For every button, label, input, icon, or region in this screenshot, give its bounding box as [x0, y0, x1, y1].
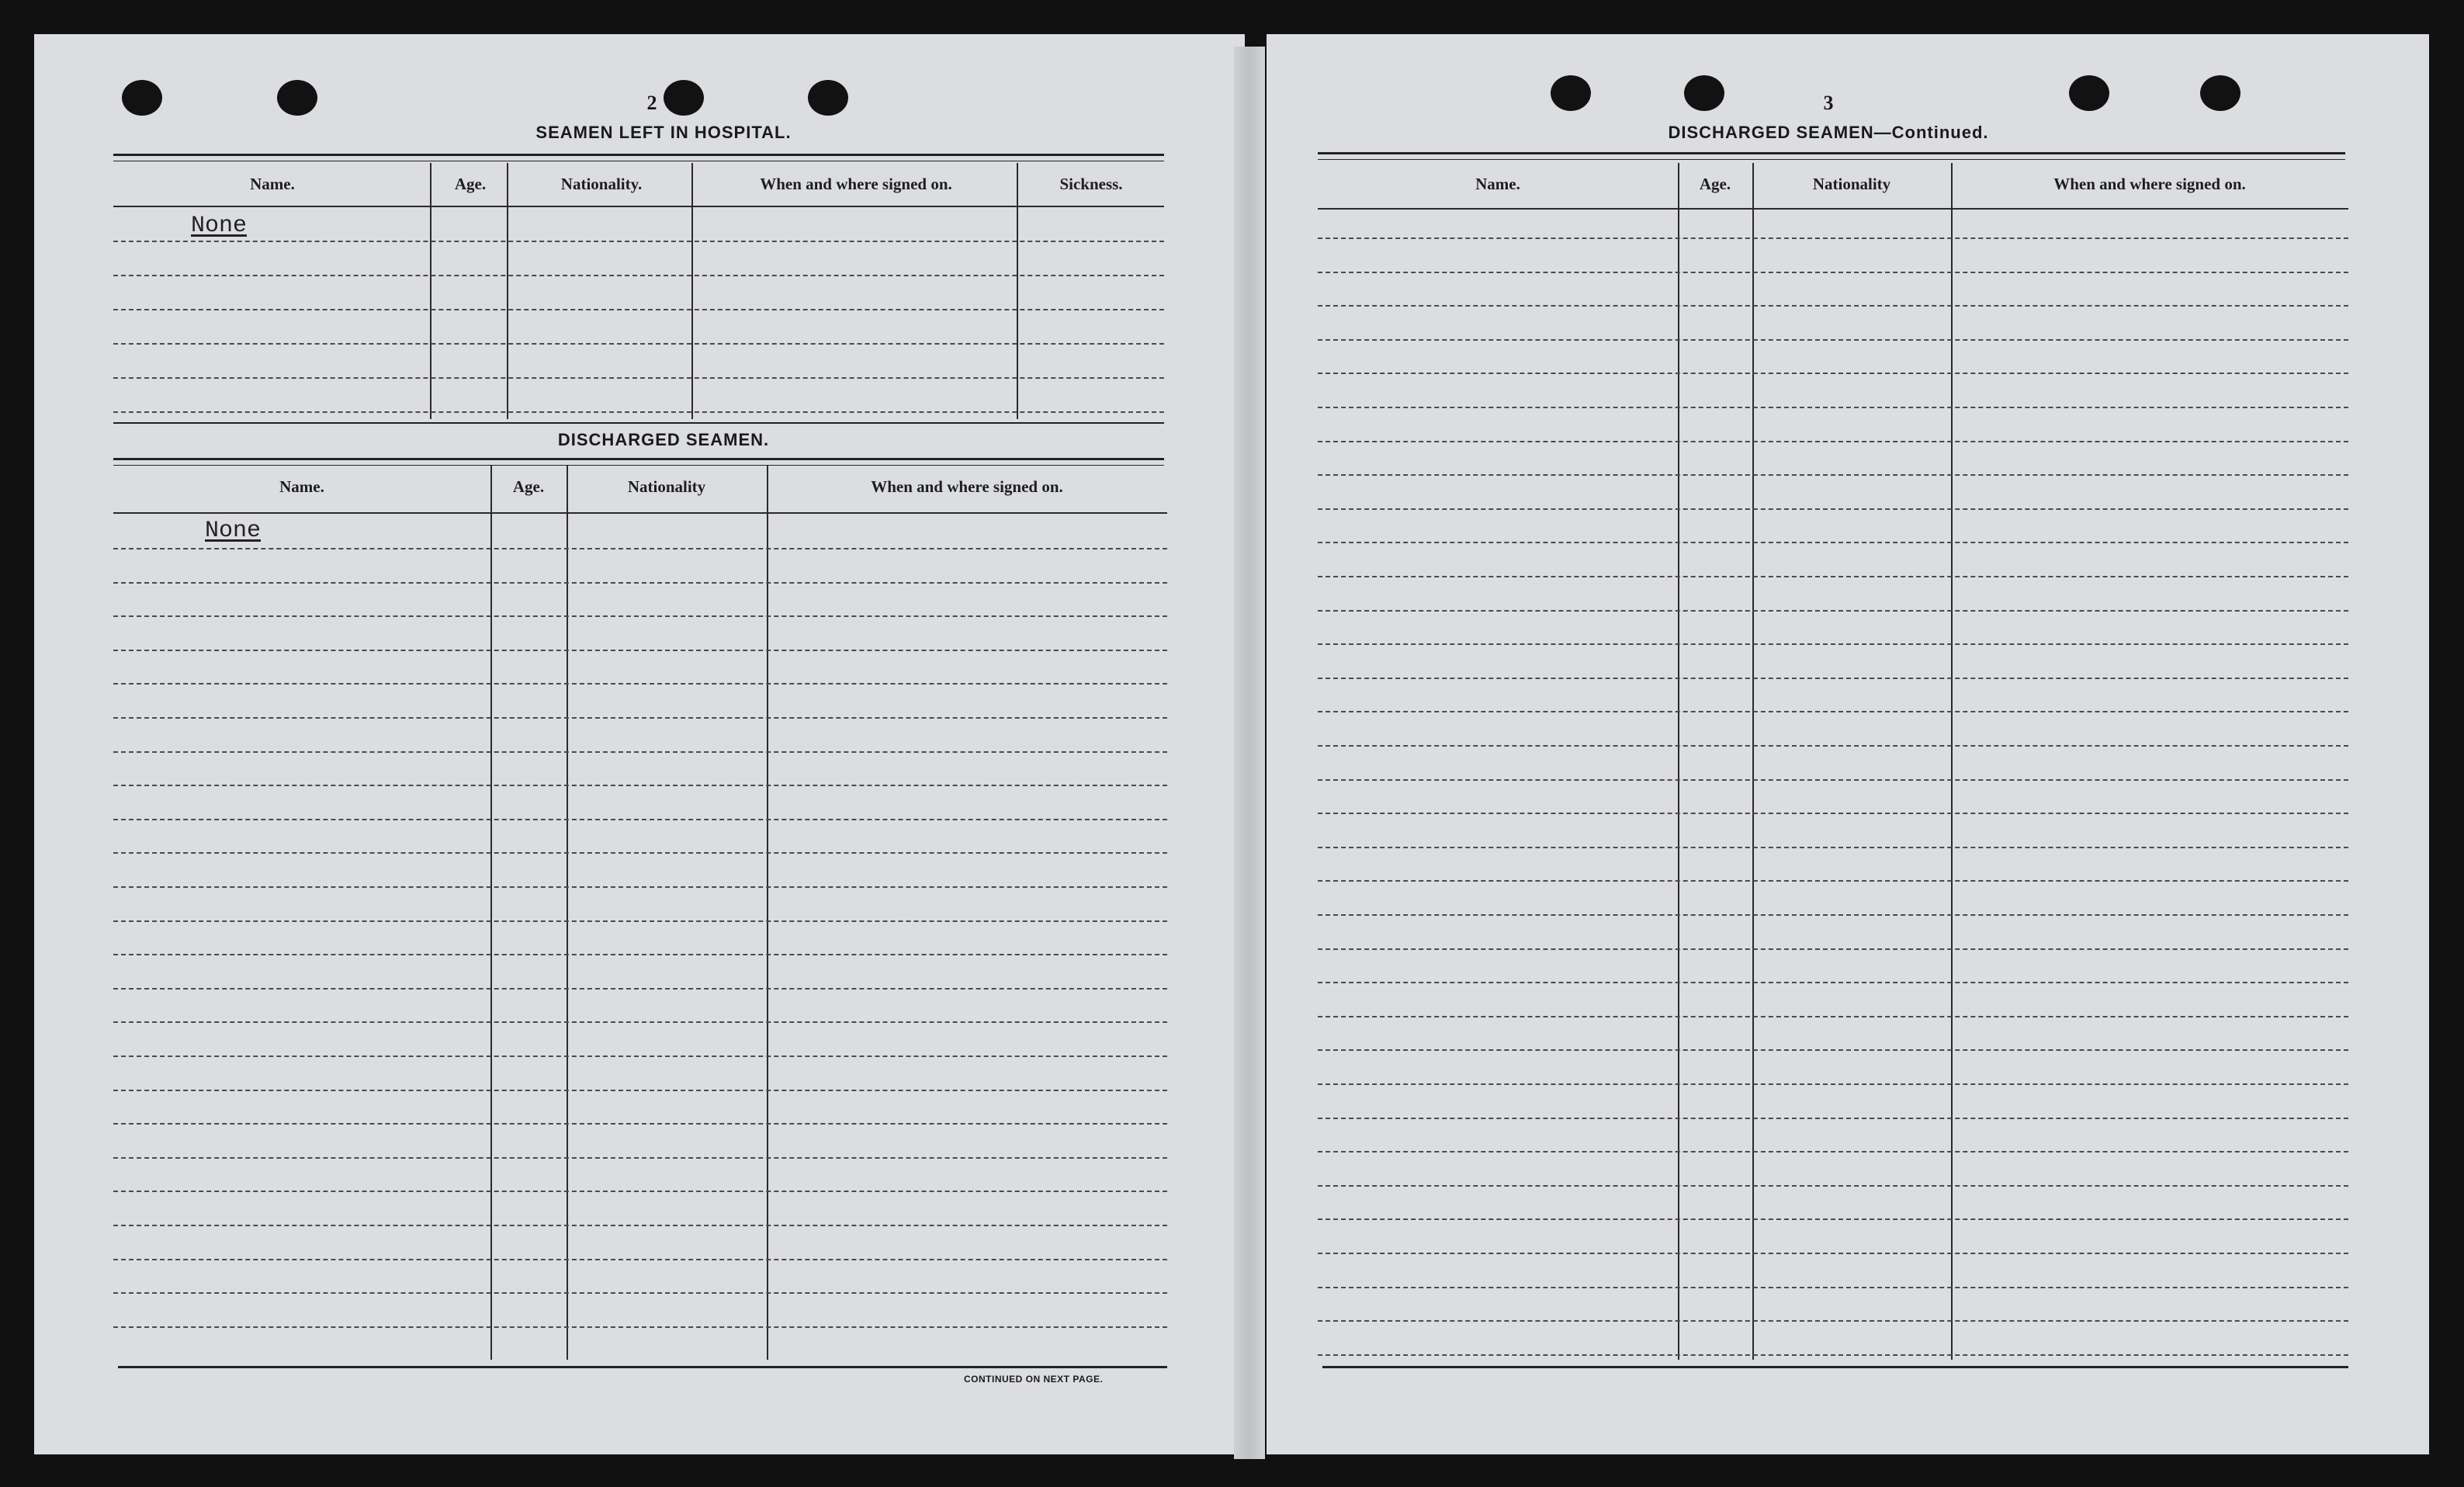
- column-header-nationality: Nationality: [627, 477, 706, 496]
- form-row-line: [1318, 508, 2348, 510]
- form-row-line: [113, 650, 1167, 651]
- punch-hole: [2200, 75, 2240, 111]
- table-bottom-rule: [118, 1366, 1167, 1368]
- form-row-line: [113, 1259, 1167, 1260]
- form-row-line: [113, 275, 1164, 276]
- form-row-line: [1318, 1253, 2348, 1254]
- form-row-line: [113, 377, 1164, 379]
- section-rule: [113, 154, 1164, 161]
- table-bottom-rule: [1322, 1366, 2348, 1368]
- section-rule: [113, 422, 1164, 424]
- form-row-line: [113, 886, 1167, 888]
- form-row-line: [113, 954, 1167, 955]
- column-header-nationality: Nationality: [1812, 175, 1891, 193]
- section-rule: [113, 458, 1164, 466]
- column-header-age: Age.: [1699, 175, 1731, 193]
- form-row-line: [1318, 847, 2348, 848]
- form-row-line: [1318, 407, 2348, 408]
- form-row-line: [1318, 474, 2348, 476]
- punch-hole: [664, 80, 704, 116]
- form-row-line: [113, 717, 1167, 719]
- form-row-line: [1318, 678, 2348, 679]
- page-gutter: [1234, 47, 1265, 1459]
- punch-hole: [277, 80, 317, 116]
- form-row-line: [1318, 779, 2348, 781]
- form-row-line: [113, 852, 1167, 854]
- section-title-discharged-continued: DISCHARGED SEAMEN—Continued.: [1668, 123, 1989, 142]
- form-row-line: [1318, 1083, 2348, 1085]
- form-row-line: [1318, 441, 2348, 442]
- form-row-line: [1318, 576, 2348, 577]
- form-row-line: [113, 548, 1167, 549]
- form-row-line: [113, 751, 1167, 753]
- form-row-line: [113, 1191, 1167, 1192]
- column-header-signed-on: When and where signed on.: [2053, 175, 2246, 193]
- column-header-name: Name.: [279, 477, 324, 496]
- form-row-line: [1318, 610, 2348, 612]
- form-row-line: [1318, 339, 2348, 341]
- form-row-line: [1318, 745, 2348, 747]
- form-row-line: [113, 1326, 1167, 1328]
- form-row-line: [1318, 305, 2348, 307]
- column-header-name: Name.: [1475, 175, 1520, 193]
- header-divider: [113, 206, 1164, 207]
- form-row-line: [1318, 914, 2348, 916]
- form-row-line: [1318, 1016, 2348, 1017]
- form-row-line: [1318, 1185, 2348, 1187]
- entry-none-discharged: None: [205, 518, 262, 544]
- form-row-line: [1318, 237, 2348, 239]
- form-row-line: [1318, 880, 2348, 882]
- form-row-line: [1318, 1049, 2348, 1051]
- column-divider: [1752, 163, 1754, 1360]
- column-header-age: Age.: [512, 477, 545, 496]
- column-header-nationality: Nationality.: [560, 175, 643, 193]
- column-divider: [1951, 163, 1953, 1360]
- form-row-line: [1318, 948, 2348, 950]
- form-row-line: [113, 920, 1167, 922]
- discharged-continued-table: [1318, 163, 2348, 1360]
- page-number: 3: [1823, 92, 1834, 114]
- section-title-discharged: DISCHARGED SEAMEN.: [557, 430, 770, 449]
- form-row-line: [113, 785, 1167, 786]
- entry-none-hospital: None: [191, 213, 248, 239]
- form-row-line: [113, 582, 1167, 584]
- form-row-line: [113, 1123, 1167, 1125]
- form-row-line: [1318, 982, 2348, 983]
- form-row-line: [1318, 542, 2348, 543]
- form-row-line: [113, 988, 1167, 990]
- form-row-line: [113, 819, 1167, 820]
- page-number: 2: [646, 92, 657, 114]
- column-header-age: Age.: [454, 175, 487, 193]
- hospital-table: [113, 163, 1164, 419]
- form-row-line: [113, 1292, 1167, 1294]
- column-header-sickness: Sickness.: [1059, 175, 1123, 193]
- column-divider: [691, 163, 693, 419]
- form-row-line: [1318, 1354, 2348, 1356]
- form-row-line: [1318, 1320, 2348, 1322]
- form-row-line: [1318, 643, 2348, 645]
- column-divider: [1017, 163, 1018, 419]
- punch-hole: [122, 80, 162, 116]
- continued-note: CONTINUED ON NEXT PAGE.: [964, 1374, 1104, 1385]
- form-row-line: [113, 411, 1164, 413]
- form-row-line: [1318, 1151, 2348, 1153]
- form-row-line: [1318, 1287, 2348, 1288]
- form-row-line: [1318, 373, 2348, 374]
- form-row-line: [113, 1021, 1167, 1023]
- punch-hole: [2069, 75, 2109, 111]
- form-row-line: [113, 615, 1167, 617]
- column-header-name: Name.: [250, 175, 295, 193]
- form-row-line: [1318, 1218, 2348, 1220]
- form-row-line: [113, 1090, 1167, 1091]
- section-rule: [1318, 152, 2345, 160]
- punch-hole: [1551, 75, 1591, 111]
- form-row-line: [113, 1225, 1167, 1226]
- form-row-line: [1318, 711, 2348, 712]
- form-row-line: [113, 343, 1164, 345]
- column-header-signed-on: When and where signed on.: [760, 175, 952, 193]
- form-row-line: [113, 1055, 1167, 1057]
- form-row-line: [1318, 272, 2348, 273]
- form-row-line: [113, 309, 1164, 310]
- column-header-signed-on: When and where signed on.: [871, 477, 1063, 496]
- section-title-hospital: SEAMEN LEFT IN HOSPITAL.: [535, 123, 792, 142]
- form-row-line: [113, 683, 1167, 685]
- header-divider: [113, 512, 1167, 514]
- column-divider: [430, 163, 431, 419]
- column-divider: [507, 163, 508, 419]
- form-row-line: [113, 1157, 1167, 1159]
- punch-hole: [1684, 75, 1724, 111]
- form-row-line: [1318, 1118, 2348, 1119]
- column-divider: [1678, 163, 1679, 1360]
- discharged-table: [113, 466, 1167, 1360]
- punch-hole: [808, 80, 848, 116]
- form-row-line: [113, 241, 1164, 242]
- header-divider: [1318, 208, 2348, 210]
- form-row-line: [1318, 813, 2348, 814]
